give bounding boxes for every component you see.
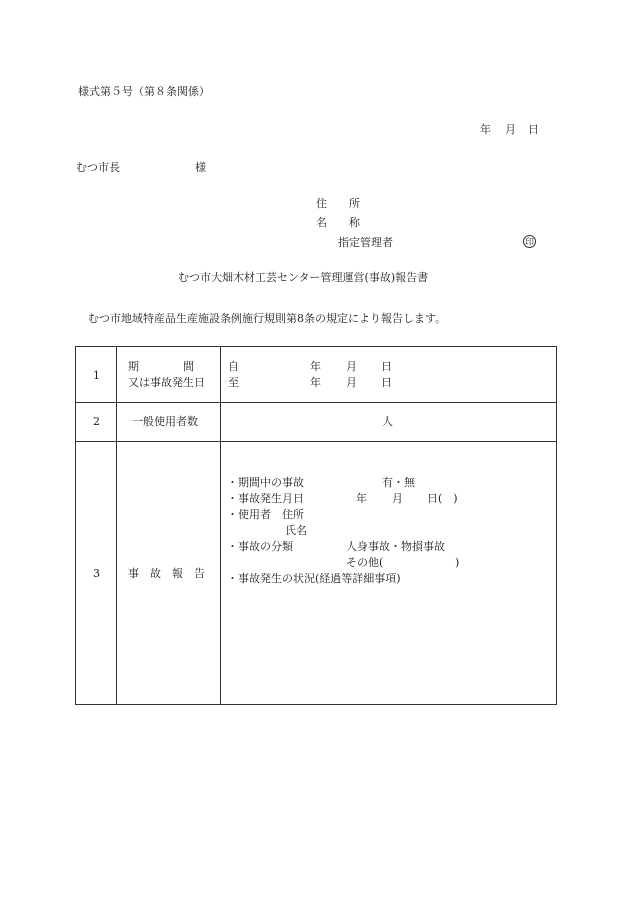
name-label: 名 称 — [316, 216, 360, 229]
user-count-label: 一般使用者数 — [132, 415, 198, 428]
date-month-label: 月 — [505, 123, 516, 136]
other-option-open: その他( — [346, 556, 384, 569]
user-name-item: 氏名 — [285, 524, 307, 537]
row-number: 1 — [93, 369, 100, 382]
intro-text: むつ市地域特産品生産施設条例施行規則第8条の規定により報告します。 — [88, 312, 447, 325]
table-row-divider — [75, 402, 557, 403]
table-border-bottom — [75, 704, 557, 705]
occurrence-day-weekday: 日( ) — [427, 492, 458, 505]
from-day: 日 — [381, 360, 392, 373]
table-border-right — [556, 346, 557, 705]
to-day: 日 — [381, 376, 392, 389]
situation-item: ・事故発生の状況(経過等詳細事項) — [227, 572, 401, 585]
to-year: 年 — [310, 376, 321, 389]
form-number: 様式第５号（第８条関係） — [78, 85, 210, 98]
to-label: 至 — [228, 376, 239, 389]
classification-item: ・事故の分類 — [227, 540, 293, 553]
from-month: 月 — [346, 360, 357, 373]
yes-no-options: 有・無 — [382, 476, 415, 489]
addressee: むつ市長 — [76, 161, 120, 174]
occurrence-date-item: ・事故発生月日 — [227, 492, 304, 505]
row-number: 3 — [93, 567, 100, 580]
address-label: 住 所 — [316, 197, 360, 210]
injury-property-options: 人身事故・物損事故 — [346, 540, 445, 553]
table-col-divider — [116, 346, 117, 705]
table-border-left — [75, 346, 76, 705]
user-address-item: ・使用者 住所 — [227, 508, 304, 521]
table-row-divider — [75, 441, 557, 442]
date-day-label: 日 — [528, 123, 539, 136]
document-title: むつ市大畑木材工芸センター管理運営(事故)報告書 — [178, 271, 429, 284]
table-border-top — [75, 346, 557, 347]
accident-in-period-item: ・期間中の事故 — [227, 476, 304, 489]
from-year: 年 — [310, 360, 321, 373]
from-label: 自 — [228, 360, 239, 373]
date-year-label: 年 — [480, 123, 491, 136]
accident-report-label: 事 故 報 告 — [128, 567, 205, 580]
row-number: 2 — [93, 415, 100, 428]
seal-mark: 印 — [523, 235, 536, 248]
table-col-divider — [220, 346, 221, 705]
other-option-close: ) — [455, 556, 460, 569]
occurrence-month: 月 — [392, 492, 403, 505]
accident-date-label: 又は事故発生日 — [128, 376, 205, 389]
occurrence-year: 年 — [356, 492, 367, 505]
period-label: 期 間 — [128, 360, 194, 373]
manager-label: 指定管理者 — [338, 236, 393, 249]
to-month: 月 — [346, 376, 357, 389]
addressee-honorific: 様 — [195, 161, 206, 174]
user-count-unit: 人 — [382, 415, 393, 428]
